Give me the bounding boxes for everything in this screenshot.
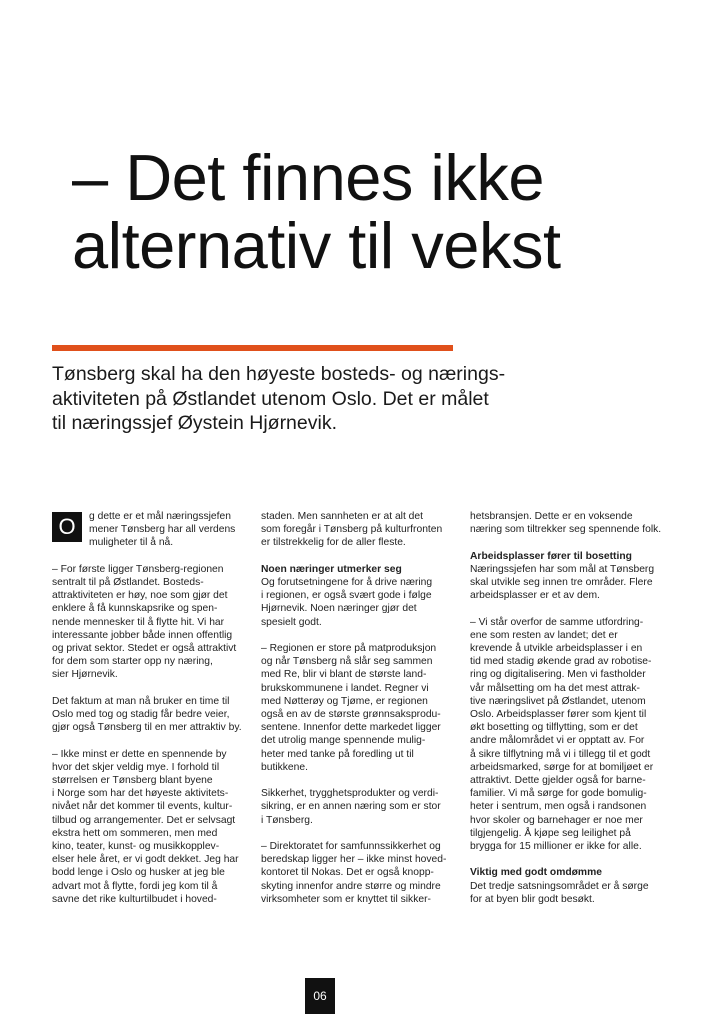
text-line: nende mennesker til å flytte hit. Vi har bbox=[52, 616, 225, 628]
text-line: tid med stadig økende grad av robotise- bbox=[470, 656, 652, 668]
subheading: Arbeidsplasser fører til bosetting bbox=[470, 550, 632, 562]
text-line: – For første ligger Tønsberg-regionen bbox=[52, 563, 224, 575]
lead-line: til næringssjef Øystein Hjørnevik. bbox=[52, 412, 337, 434]
text-line: spesielt godt. bbox=[261, 616, 322, 628]
text-line: attraktiviteten er høy, noe som gjør det bbox=[52, 590, 228, 602]
text-line: – Direktoratet for samfunnssikkerhet og bbox=[261, 841, 441, 853]
text-line: hetsbransjen. Dette er en voksende bbox=[470, 511, 633, 522]
text-line: Oslo. Arbeidsplasser fører som kjent til bbox=[470, 709, 647, 721]
title-line: – Det finnes ikke bbox=[72, 140, 545, 214]
paragraph bbox=[261, 787, 456, 827]
text-line: staden. Men sannheten er at alt det bbox=[261, 511, 424, 522]
page-number: 06 bbox=[305, 978, 335, 1014]
text-line: med Nøtterøy og Tjøme, er regionen bbox=[261, 695, 428, 707]
text-line: det utrolig mange spennende mulig- bbox=[261, 735, 426, 747]
lead-line: Tønsberg skal ha den høyeste bosteds- og nærings- bbox=[52, 363, 506, 385]
text-line: arbeidsmarked, sørge for at bomiljøet er bbox=[470, 761, 654, 773]
text-line: størrelsen er Tønsberg blant byene bbox=[52, 775, 213, 786]
text-line: g dette er et mål næringssjefen bbox=[89, 511, 231, 522]
text-line: elser hele året, er vi godt dekket. Jeg har bbox=[52, 854, 239, 866]
accent-rule bbox=[52, 345, 453, 351]
text-line: gjør også Tønsberg til en mer attraktiv by. bbox=[52, 722, 242, 734]
text-line: attraktivt. Dette gjelder også for barne- bbox=[470, 775, 646, 787]
text-line: Det faktum at man nå bruker en time til bbox=[52, 695, 230, 707]
text-line: skal utvikle seg innen tre områder. Flere bbox=[470, 577, 653, 588]
text-line: Og forutsetningene for å drive næring bbox=[261, 577, 433, 588]
text-line: muligheter til å nå. bbox=[89, 537, 174, 549]
text-line: sier Hjørnevik. bbox=[52, 669, 118, 681]
text-line: og når Tønsberg nå slår seg sammen bbox=[261, 656, 433, 668]
text-line: Hjørnevik. Noen næringer gjør det bbox=[261, 603, 417, 615]
text-column-2 bbox=[261, 510, 456, 919]
text-line: tive næringslivet på Østlandet, utenom bbox=[470, 695, 646, 707]
text-line: ring og digitalisering. Men vi fastholder bbox=[470, 669, 646, 681]
text-line: interessante jobber både innen offentlig bbox=[52, 629, 233, 641]
text-line: tilgjengelig. Å kjøpe seg leilighet på bbox=[470, 827, 631, 839]
text-line: som foregår i Tønsberg på kulturfronten bbox=[261, 524, 443, 536]
text-line: sentene. Innenfor dette markedet ligger bbox=[261, 722, 441, 734]
text-line: for at byen blir godt besøkt. bbox=[470, 893, 595, 905]
text-line: for dem som starter opp ny næring, bbox=[52, 656, 213, 668]
paragraph bbox=[470, 563, 665, 603]
text-line: og privat sektor. Stedet er også attraktivt bbox=[52, 643, 237, 654]
text-line: å sikre tilflytning må vi i tillegg til et godt bbox=[470, 748, 651, 760]
lead-paragraph bbox=[52, 362, 572, 436]
text-line: familier. Vi må sørge for gode bomulig- bbox=[470, 788, 647, 800]
paragraph bbox=[261, 642, 456, 774]
text-line: enklere å få kunnskapsrike og spen- bbox=[52, 603, 218, 615]
text-line: hvor det skjer veldig mye. I forhold til bbox=[52, 761, 220, 773]
text-column-3 bbox=[470, 510, 665, 919]
text-line: brygga for 15 millioner er ikke for alle. bbox=[470, 841, 642, 853]
text-line: næring som tiltrekker seg spennende folk. bbox=[470, 524, 662, 536]
paragraph bbox=[261, 510, 456, 550]
text-line: brukskommunene i landet. Regner vi bbox=[261, 682, 429, 694]
text-line: – Vi står overfor de samme utfordring- bbox=[470, 616, 644, 628]
text-line: bodd lenge i Oslo og husker at jeg ble bbox=[52, 867, 225, 879]
text-line: heter med tanke på foredling ut til bbox=[261, 748, 414, 760]
text-line: vår målsetting om ha det mest attrak- bbox=[470, 682, 640, 694]
text-line: Næringssjefen har som mål at Tønsberg bbox=[470, 563, 655, 575]
text-line: skyting innenfor andre større og mindre bbox=[261, 880, 441, 892]
text-line: i regionen, er også svært gode i følge bbox=[261, 590, 432, 602]
text-line: kontoret til Nokas. Det er også knopp- bbox=[261, 867, 434, 879]
text-line: – Regionen er store på matproduksjon bbox=[261, 643, 437, 654]
paragraph bbox=[470, 616, 665, 854]
text-line: virksomheter som er knyttet til sikker- bbox=[261, 893, 431, 905]
paragraph bbox=[52, 748, 247, 906]
text-line: også en av de største grønnsaksprodu- bbox=[261, 709, 441, 721]
text-line: butikkene. bbox=[261, 761, 308, 773]
text-line: tilbud og arrangementer. Det er selvsagt bbox=[52, 814, 236, 826]
text-line: ene som resten av landet; det er bbox=[470, 629, 618, 641]
drop-cap: O bbox=[52, 512, 82, 542]
intro-paragraph bbox=[52, 510, 247, 550]
text-line: med Re, blir vi blant de største land- bbox=[261, 669, 427, 681]
article-title bbox=[72, 140, 692, 282]
text-line: Det tredje satsningsområdet er å sørge bbox=[470, 880, 649, 892]
text-column-1 bbox=[52, 510, 247, 919]
text-line: mener Tønsberg har all verdens bbox=[89, 524, 236, 536]
text-line: nivået når det kommer til events, kultur- bbox=[52, 801, 233, 813]
text-line: i Tønsberg. bbox=[261, 814, 313, 826]
lead-line: aktiviteten på Østlandet utenom Oslo. Det er målet bbox=[52, 387, 489, 410]
text-line: savne det rike kulturtilbudet i hoved- bbox=[52, 893, 217, 905]
paragraph bbox=[261, 576, 456, 629]
text-line: arbeidsplasser er et av dem. bbox=[470, 590, 600, 602]
text-line: sikring, er en annen næring som er stor bbox=[261, 801, 441, 813]
text-line: advart mot å flytte, fordi jeg kom til å bbox=[52, 880, 218, 892]
text-line: Oslo med tog og stadig får bedre veier, bbox=[52, 709, 230, 720]
text-line: heter i sentrum, men også i randsonen bbox=[470, 801, 647, 813]
text-line: – Ikke minst er dette en spennende by bbox=[52, 748, 227, 760]
paragraph bbox=[470, 510, 665, 536]
text-line: beredskap ligger her – ikke minst hoved- bbox=[261, 854, 447, 866]
text-line: er tilstrekkelig for de aller fleste. bbox=[261, 537, 406, 549]
paragraph bbox=[261, 840, 456, 906]
text-line: hvor skoler og barnehager er noe mer bbox=[470, 814, 643, 826]
text-line: ekstra hett om sommeren, men med bbox=[52, 827, 218, 839]
text-line: Sikkerhet, trygghetsprodukter og verdi- bbox=[261, 788, 439, 800]
paragraph bbox=[52, 695, 247, 735]
subheading: Noen næringer utmerker seg bbox=[261, 563, 402, 575]
subheading: Viktig med godt omdømme bbox=[470, 867, 602, 879]
text-line: i Norge som har det høyeste aktivitets- bbox=[52, 788, 229, 800]
text-line: andre målområdet vi er opptatt av. For bbox=[470, 735, 645, 747]
text-line: sentralt til på Østlandet. Bosteds- bbox=[52, 576, 204, 588]
text-line: økt bosetting og tilflytting, som er det bbox=[470, 722, 638, 734]
paragraph bbox=[470, 880, 665, 906]
paragraph bbox=[52, 563, 247, 682]
title-line: alternativ til vekst bbox=[72, 208, 561, 282]
text-line: krevende å utvikle arbeidsplasser i en bbox=[470, 643, 643, 654]
text-line: kino, teater, kunst- og musikkopplev- bbox=[52, 841, 220, 853]
